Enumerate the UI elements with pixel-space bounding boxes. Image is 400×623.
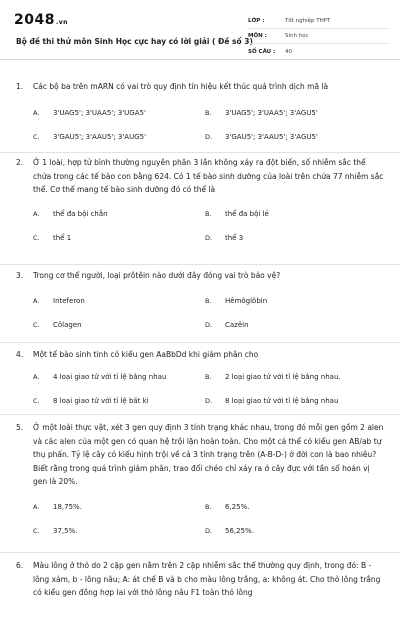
option-text: thể 3 [225, 233, 244, 242]
option-c[interactable] [33, 519, 205, 543]
question-number: 5. [16, 423, 24, 432]
option-key: A. [33, 296, 40, 305]
option-key: A. [33, 372, 40, 381]
question-number: 4. [16, 350, 24, 359]
option-d[interactable] [205, 389, 377, 413]
option-key: B. [205, 209, 212, 218]
option-text: 8 loại giao tử với tỉ lệ bất kì [53, 396, 149, 405]
meta-row-class [248, 14, 388, 29]
option-text: 56,25%. [225, 526, 254, 535]
meta-table [248, 14, 388, 59]
question-text: Ở một loài thực vật, xét 3 gen quy định 3 tính trạng khác nhau, trong đó mỗi gen gồm 2 alen và các alen của một gen có quan hệ trội lặn hoàn toàn. Cho một cá thể có kiểu gen AB/ab tự thụ phấn. Tỷ lệ cây có kiểu hình trội về cả 3 tính trạng trên (A-B-D-) ở đời con là bao nhiêu? Biết rằng trong quá trình giảm phân, trao đổi chéo chỉ xảy ra ở cây đực với tần số hoán vị gen là 20%. [33, 423, 384, 486]
option-text: 3'UAG5'; 3'UAA5'; 3'AGU5' [225, 108, 318, 117]
option-b[interactable] [205, 289, 377, 313]
option-d[interactable] [205, 125, 377, 149]
option-a[interactable] [33, 495, 205, 519]
option-text: thể đa bội lẻ [225, 209, 269, 218]
question-number: 2. [16, 158, 24, 167]
question-text: Các bộ ba trên mARN có vai trò quy định tín hiệu kết thúc quá trình dịch mã là [33, 82, 329, 91]
option-text: Inteferon [53, 296, 85, 305]
question-list [0, 76, 400, 623]
option-b[interactable] [205, 495, 377, 519]
logo-suffix: .vn [55, 19, 68, 26]
option-a[interactable] [33, 365, 205, 389]
option-text: 18,75%. [53, 502, 82, 511]
option-key: B. [205, 296, 212, 305]
meta-row-count [248, 44, 388, 59]
option-text: 6,25%. [225, 502, 250, 511]
site-logo[interactable] [14, 12, 68, 28]
question-text: Trong cơ thể người, loại prôtêin nào dưới đây đóng vai trò bảo vệ? [33, 271, 281, 280]
question-5 [0, 415, 400, 553]
question-text: Ở 1 loài, hợp tử bình thường nguyên phân 3 lần không xảy ra đột biến, số nhiễm sắc thể chứa trong các tế bào con bằng 624. Có 1 tế bào sinh dưỡng của loài trên chứa 77 nhiễm sắc thể. Cơ thể mang tế bào sinh dưỡng đó có thể là [33, 158, 384, 194]
meta-value: Tốt nghiệp THPT [285, 18, 331, 24]
option-d[interactable] [205, 226, 377, 250]
meta-key: LỚP : [248, 18, 265, 24]
option-key: B. [205, 502, 212, 511]
meta-key: MÔN : [248, 33, 267, 39]
option-key: D. [205, 320, 213, 329]
question-text: Một tế bào sinh tinh có kiểu gen AaBbDd khi giảm phân cho [33, 350, 259, 359]
option-key: C. [33, 320, 40, 329]
option-c[interactable] [33, 125, 205, 149]
question-2 [0, 153, 400, 265]
option-text: 3'GAU5'; 3'AAU5'; 3'AUG5' [53, 132, 147, 141]
question-1 [0, 76, 400, 153]
option-text: 8 loại giao tử với tỉ lệ bằng nhau [225, 396, 339, 405]
option-b[interactable] [205, 202, 377, 226]
option-text: thể 1 [53, 233, 72, 242]
option-text: 2 loại giao tử với tỉ lệ bằng nhau. [225, 372, 341, 381]
option-c[interactable] [33, 313, 205, 337]
option-a[interactable] [33, 202, 205, 226]
option-a[interactable] [33, 289, 205, 313]
option-key: D. [205, 526, 213, 535]
option-key: A. [33, 209, 40, 218]
option-key: D. [205, 396, 213, 405]
option-text: 3'UAG5'; 3'UAA5'; 3'UGA5' [53, 108, 146, 117]
meta-row-subject [248, 29, 388, 44]
question-text: Màu lông ở thỏ do 2 cặp gen nằm trên 2 cặp nhiễm sắc thể thường quy định, trong đó: B - lông xám, b - lông nâu; A: át chế B và b cho màu lông trắng, a: không át. Cho thỏ lông trắng có kiểu gen đồng hợp lai với thỏ lông nâu F1 toàn thỏ lông [33, 561, 381, 597]
option-key: D. [205, 132, 213, 141]
option-key: A. [33, 502, 40, 511]
option-text: Hêmôglôbin [225, 296, 268, 305]
option-d[interactable] [205, 313, 377, 337]
question-4 [0, 343, 400, 415]
meta-value: 40 [285, 48, 292, 55]
option-text: 3'GAU5'; 3'AAU5'; 3'AGU5' [225, 132, 318, 141]
question-number: 3. [16, 271, 24, 280]
option-text: thể đa bội chẵn [53, 209, 108, 218]
option-b[interactable] [205, 365, 377, 389]
option-text: 4 loại giao tử với tỉ lệ bằng nhau [53, 372, 167, 381]
question-3 [0, 265, 400, 343]
option-a[interactable] [33, 101, 205, 125]
option-key: C. [33, 396, 40, 405]
logo-text: 2048 [14, 12, 55, 28]
question-number: 1. [16, 82, 24, 91]
option-key: B. [205, 372, 212, 381]
option-text: 37,5%. [53, 526, 78, 535]
option-key: C. [33, 526, 40, 535]
page-header [0, 0, 400, 60]
option-d[interactable] [205, 519, 377, 543]
option-c[interactable] [33, 226, 205, 250]
option-key: B. [205, 108, 212, 117]
question-number: 6. [16, 561, 24, 570]
option-key: A. [33, 108, 40, 117]
meta-key: SỐ CÂU : [248, 48, 276, 55]
option-b[interactable] [205, 101, 377, 125]
option-key: C. [33, 132, 40, 141]
option-c[interactable] [33, 389, 205, 413]
option-key: C. [33, 233, 40, 242]
question-6 [0, 553, 400, 623]
document-title: Bộ đề thi thử môn Sinh Học cực hay có lời giải ( Đề số 3) [16, 37, 253, 46]
option-key: D. [205, 233, 213, 242]
meta-value: Sinh học [285, 33, 309, 39]
option-text: Cazêin [225, 320, 249, 329]
option-text: Côlagen [53, 320, 82, 329]
